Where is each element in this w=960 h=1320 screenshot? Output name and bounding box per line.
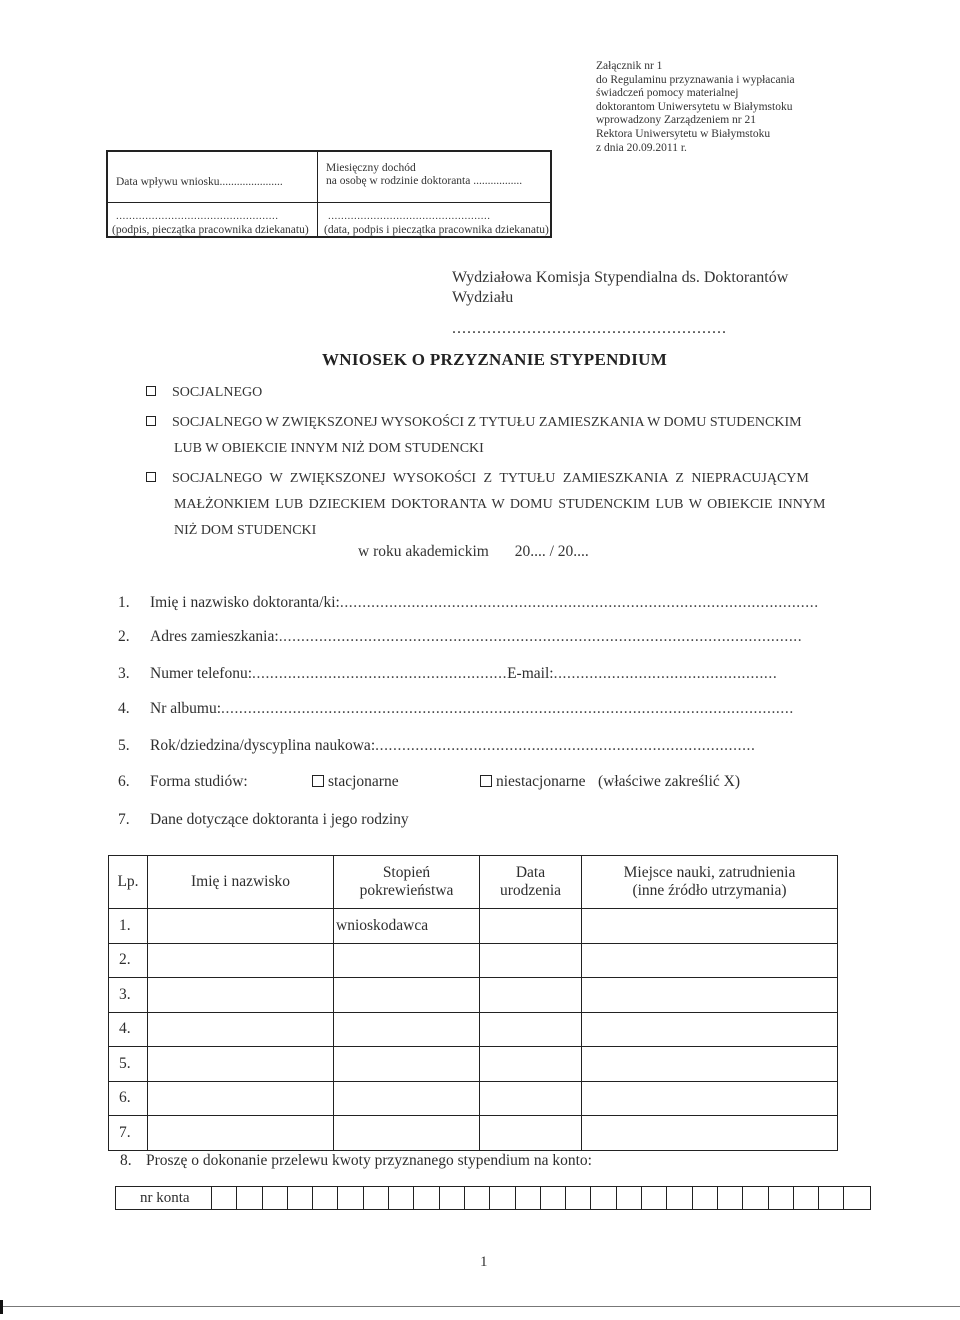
option-dom-studencki[interactable] (146, 410, 802, 462)
checkbox[interactable] (312, 775, 324, 787)
option-label: SOCJALNEGO W ZWIĘKSZONEJ WYSOKOŚCI Z TYTUŁU ZAMIESZKANIA Z NIEPRACUJĄCYM (172, 471, 809, 486)
annex-line: Rektora Uniwersytetu w Białymstoku (596, 127, 771, 140)
field-number: 4. (118, 700, 130, 717)
table-row (109, 1012, 838, 1047)
page-number: 1 (480, 1254, 488, 1270)
field-label: Nr albumu: (150, 700, 222, 717)
cell-place[interactable] (582, 978, 838, 1013)
account-digit-cell[interactable] (490, 1187, 515, 1209)
option-label: MAŁŻONKIEM LUB DZIECKIEM DOKTORANTA W DOMU STUDENCKIM LUB W OBIEKCIE INNYM (174, 497, 826, 512)
account-digit-cell[interactable] (313, 1187, 338, 1209)
account-digit-cell[interactable] (844, 1187, 869, 1209)
account-digit-cell[interactable] (541, 1187, 566, 1209)
account-digit-cell[interactable] (516, 1187, 541, 1209)
cell-birthdate[interactable] (480, 943, 582, 978)
field-number: 8. (120, 1152, 132, 1169)
study-option-nonstationary[interactable] (480, 773, 586, 791)
income-field[interactable] (326, 162, 522, 188)
header-place (582, 856, 838, 909)
cell-birthdate[interactable] (480, 1081, 582, 1116)
cell-name[interactable] (148, 1081, 334, 1116)
row-number: 5. (109, 1047, 148, 1082)
cell-place[interactable] (582, 1012, 838, 1047)
field-label: Adres zamieszkania: (150, 628, 279, 645)
cell-name[interactable] (148, 978, 334, 1013)
header-lp: Lp. (109, 856, 148, 909)
transfer-label: Proszę o dokonanie przelewu kwoty przyznanego stypendium na konto: (146, 1152, 592, 1169)
row-number: 4. (109, 1012, 148, 1047)
field-label: Dane dotyczące doktoranta i jego rodziny (150, 811, 409, 828)
account-digit-cell[interactable] (566, 1187, 591, 1209)
row-number: 7. (109, 1116, 148, 1151)
account-digit-cell[interactable] (364, 1187, 389, 1209)
account-digit-cell[interactable] (389, 1187, 414, 1209)
field-family (118, 811, 409, 829)
email-label: E-mail: (507, 665, 554, 682)
academic-year-value: 20.... / 20.... (514, 543, 589, 560)
checkbox[interactable] (480, 775, 492, 787)
account-digit-cell[interactable] (743, 1187, 768, 1209)
option-label: stacjonarne (328, 773, 399, 790)
header-text: Miejsce nauki, zatrudnienia (623, 864, 796, 881)
table-row (109, 1081, 838, 1116)
field-label: Imię i nazwisko doktoranta/ki: (150, 594, 340, 611)
cell-birthdate[interactable] (480, 978, 582, 1013)
commission-address (452, 268, 788, 308)
annex-line: do Regulaminu przyznawania i wypłacania (596, 73, 795, 86)
office-use-box (106, 150, 552, 238)
account-digit-cell[interactable] (237, 1187, 262, 1209)
study-option-stationary[interactable] (312, 773, 399, 791)
field-number: 6. (118, 773, 130, 790)
study-form-note: (właściwe zakreślić X) (598, 773, 741, 790)
header-text: (inne źródło utrzymania) (632, 882, 787, 899)
row-number: 1. (109, 909, 148, 944)
field-dots: ......................................................... (252, 665, 508, 682)
field-phone-email[interactable] (118, 665, 777, 683)
field-number: 1. (118, 594, 130, 611)
account-digit-cell[interactable] (263, 1187, 288, 1209)
account-label: nr konta (116, 1187, 212, 1209)
cell-birthdate[interactable] (480, 1047, 582, 1082)
checkbox[interactable] (146, 386, 156, 396)
scan-edge-line (0, 1306, 960, 1307)
cell-place[interactable] (582, 1116, 838, 1151)
field-number: 2. (118, 628, 130, 645)
field-number: 7. (118, 811, 130, 828)
header-text: urodzenia (499, 882, 562, 899)
cell-relation: wnioskodawca (334, 909, 480, 944)
cell-name[interactable] (148, 909, 334, 944)
field-number: 5. (118, 737, 130, 754)
account-digit-cell[interactable] (465, 1187, 490, 1209)
commission-line: Wydziałowa Komisja Stypendialna ds. Doktorantów (452, 269, 789, 286)
signature-left-caption: (podpis, pieczątka pracownika dziekanatu) (112, 224, 309, 236)
field-address[interactable] (118, 628, 802, 646)
account-digit-cell[interactable] (667, 1187, 692, 1209)
header-name: Imię i nazwisko (148, 856, 334, 909)
option-malzonek[interactable] (146, 466, 825, 544)
field-number: 3. (118, 665, 130, 682)
checkbox[interactable] (146, 416, 156, 426)
field-study-form (118, 773, 741, 791)
account-digit-cell[interactable] (617, 1187, 642, 1209)
cell-relation[interactable] (334, 1012, 480, 1047)
option-label: NIŻ DOM STUDENCKI (174, 523, 317, 538)
account-digit-cell[interactable] (338, 1187, 363, 1209)
account-digit-cell[interactable] (819, 1187, 844, 1209)
field-dots: ................................................................................................................................ (221, 700, 794, 717)
option-label: LUB W OBIEKCIE INNYM NIŻ DOM STUDENCKI (174, 441, 484, 456)
account-digit-cell[interactable] (288, 1187, 313, 1209)
receipt-date-dots: ...................... (219, 176, 283, 188)
annex-line: świadczeń pomocy materialnej (596, 87, 739, 100)
field-name[interactable] (118, 594, 819, 612)
cell-name[interactable] (148, 943, 334, 978)
account-digit-cell[interactable] (642, 1187, 667, 1209)
box-divider (317, 152, 318, 236)
cell-birthdate[interactable] (480, 1012, 582, 1047)
signature-dots-left: .................................................. (116, 210, 279, 222)
table-header (109, 856, 838, 909)
field-album[interactable] (118, 700, 794, 718)
option-label: SOCJALNEGO W ZWIĘKSZONEJ WYSOKOŚCI Z TYTUŁU ZAMIESZKANIA W DOMU STUDENCKIM (172, 415, 802, 430)
option-label: niestacjonarne (496, 773, 586, 790)
cell-relation[interactable] (334, 1047, 480, 1082)
table-row (109, 943, 838, 978)
cell-name[interactable] (148, 1047, 334, 1082)
field-dots: ..................................................................................... (375, 737, 756, 754)
header-text: pokrewieństwa (359, 882, 454, 899)
account-digit-cell[interactable] (591, 1187, 616, 1209)
checkbox[interactable] (146, 472, 156, 482)
family-table (108, 855, 838, 1151)
cell-birthdate[interactable] (480, 1116, 582, 1151)
table-row (109, 1047, 838, 1082)
header-birthdate (480, 856, 582, 909)
academic-year-label: w roku akademickim (358, 543, 489, 560)
header-relation (334, 856, 480, 909)
table-row (109, 1116, 838, 1151)
receipt-date-label: Data wpływu wniosku (116, 176, 220, 188)
annex-line: doktorantom Uniwersytetu w Białymstoku (596, 100, 793, 113)
table-row (109, 909, 838, 944)
field-discipline[interactable] (118, 737, 756, 755)
account-number-grid (115, 1186, 871, 1210)
cell-relation[interactable] (334, 943, 480, 978)
field-label: Forma studiów: (150, 773, 248, 790)
transfer-request (120, 1152, 592, 1170)
income-dots: ................. (473, 175, 523, 187)
cell-place[interactable] (582, 943, 838, 978)
receipt-date-field[interactable] (116, 176, 283, 189)
annex-note (596, 60, 795, 155)
account-digit-cell[interactable] (718, 1187, 743, 1209)
signature-dots-right: .................................................. (328, 210, 491, 222)
income-label: Miesięczny dochód (326, 162, 416, 174)
table-row (109, 978, 838, 1013)
scan-edge-mark (0, 1300, 3, 1314)
header-text: Data (515, 864, 546, 881)
cell-place[interactable] (582, 1047, 838, 1082)
cell-name[interactable] (148, 1116, 334, 1151)
cell-place[interactable] (582, 909, 838, 944)
field-label: Numer telefonu: (150, 665, 253, 682)
cell-place[interactable] (582, 1081, 838, 1116)
account-digit-cell[interactable] (693, 1187, 718, 1209)
annex-line: Załącznik nr 1 (596, 60, 663, 72)
cell-name[interactable] (148, 1012, 334, 1047)
faculty-dots[interactable]: ....................................................... (452, 320, 727, 337)
cell-relation[interactable] (334, 1081, 480, 1116)
option-socjalne[interactable] (146, 380, 262, 406)
field-label: Rok/dziedzina/dyscyplina naukowa: (150, 737, 376, 754)
academic-year[interactable] (358, 543, 589, 561)
annex-line: wprowadzony Zarządzeniem nr 21 (596, 114, 756, 127)
box-divider (108, 202, 550, 203)
document-title: WNIOSEK O PRZYZNANIE STYPENDIUM (322, 350, 668, 369)
row-number: 6. (109, 1081, 148, 1116)
cell-relation[interactable] (334, 978, 480, 1013)
signature-right-caption: (data, podpis i pieczątka pracownika dziekanatu) (324, 224, 549, 236)
cell-birthdate[interactable] (480, 909, 582, 944)
option-label: SOCJALNEGO (172, 385, 263, 400)
annex-line: z dnia 20.09.2011 r. (596, 141, 687, 154)
field-dots: ..................................................................................................................... (278, 628, 803, 645)
account-digit-cell[interactable] (769, 1187, 794, 1209)
row-number: 2. (109, 943, 148, 978)
field-dots: ........................................................................................................... (339, 594, 819, 611)
header-text: Stopień (382, 864, 431, 881)
account-digit-cell[interactable] (794, 1187, 819, 1209)
cell-relation[interactable] (334, 1116, 480, 1151)
account-digit-cell[interactable] (440, 1187, 465, 1209)
account-digit-cell[interactable] (414, 1187, 439, 1209)
account-digit-cell[interactable] (212, 1187, 237, 1209)
income-label-2: na osobę w rodzinie doktoranta (326, 175, 471, 187)
row-number: 3. (109, 978, 148, 1013)
faculty-line: Wydziału (452, 289, 514, 306)
field-dots: .................................................. (553, 665, 778, 682)
